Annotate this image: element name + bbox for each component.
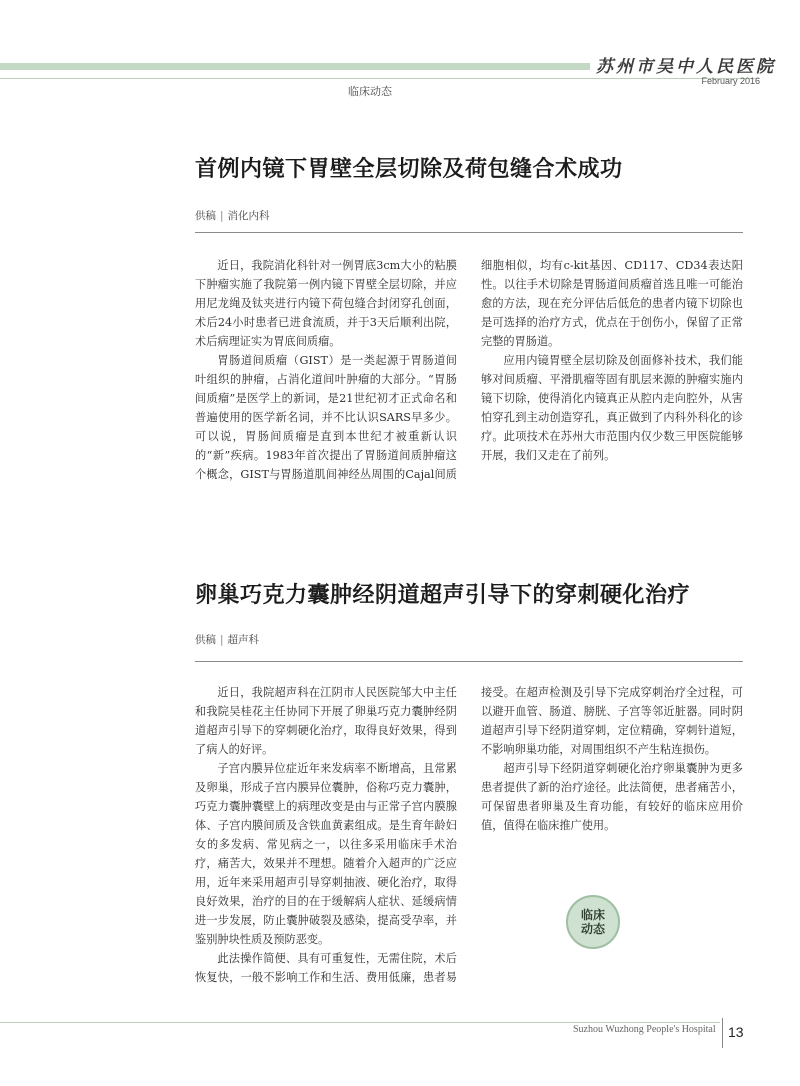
page-number: 13 [728, 1024, 744, 1040]
article-body [195, 683, 743, 995]
article-paragraph: 子宫内膜异位症近年来发病率不断增高，且常累及卵巢，形成子宫内膜异位囊肿，俗称巧克力囊肿，巧克力囊肿囊壁上的病理改变是由与正常子宫内膜腺体、子宫内膜间质及含铁血黄素组成。是生育年龄妇女的多发病、常见病之一，以往多采用临床手术治疗，痛苦大，效果并不理想。随着介入超声的广泛应用，近年来采用超声引导穿刺抽液、硬化治疗，取得良好效果，治疗的目的在于缓解病人症状、延缓病情进一步发展，防止囊肿破裂及感染，提高受孕率，并鉴别肿块性质及预防恶变。 [195, 762, 457, 946]
byline-department: 消化内科 [227, 210, 270, 222]
section-label: 临床动态 [348, 85, 392, 98]
article-body [195, 256, 743, 484]
hospital-name-logo: 苏州市吴中人民医院 [596, 57, 776, 77]
article-paragraph: 胃肠道间质瘤（GIST）是一类起源于胃肠道间叶组织的肿瘤，占消化道间叶肿瘤的大部分。“胃肠间质瘤”是医学上的新词，是21世纪初才正式命名和普遍使用的医学新名词，并不比认识SARS早多少。可以说，胃肠间质瘤是直到本世纪才被重新认识的“新”疾病。1983年首次提出了胃肠道间质肿瘤这个概念，GIST与胃肠道肌间神经丛周围的Cajal间质细胞相似，均有c-kit基因、CD117、CD34表达阳性。以往手术切除是胃肠道间质瘤首选且唯一可能治愈的方法，现在充分评估后低危的患者内镜下切除也是可选择的治疗方式，优点在于创伤小，保留了正常完整的胃肠道。 [195, 259, 743, 481]
byline-prefix: 供稿 [195, 210, 216, 222]
byline-separator: | [220, 634, 224, 646]
section-stamp [566, 895, 620, 949]
article-paragraph: 此法操作简便、具有可重复性，无需住院，术后恢复快，一般不影响工作和生活、费用低廉，患者易接受。在超声检测及引导下完成穿刺治疗全过程，可以避开血管、肠道、膀胱、子宫等邻近脏器。同时阴道超声引导下经阴道穿刺，定位精确，穿刺针道短，不影响卵巢功能，对周围组织不产生粘连损伤。 [195, 686, 743, 984]
stamp-line: 动态 [580, 922, 605, 936]
byline-department: 超声科 [227, 634, 260, 646]
article-rule [195, 232, 743, 233]
issue-date: February 2016 [701, 76, 760, 86]
article-paragraph: 近日，我院超声科在江阴市人民医院邹大中主任和我院吴桂花主任协同下开展了卵巢巧克力囊肿经阴道超声引导下的穿刺硬化治疗，取得良好效果，得到了病人的好评。 [195, 686, 457, 756]
article-rule [195, 661, 743, 662]
byline-separator: | [220, 210, 224, 222]
article-paragraph: 超声引导下经阴道穿刺硬化治疗卵巢囊肿为更多患者提供了新的治疗途径。此法简便，患者痛苦小，可保留患者卵巢及生育功能，有较好的临床应用价值，值得在临床推广使用。 [481, 762, 743, 832]
article-title: 卵巢巧克力囊肿经阴道超声引导下的穿刺硬化治疗 [195, 583, 691, 608]
footer-divider [722, 1018, 723, 1048]
header-rule [0, 78, 760, 79]
article-byline [195, 632, 259, 647]
footer-hospital-name: Suzhou Wuzhong People's Hospital [573, 1024, 716, 1035]
footer-rule [0, 1022, 720, 1023]
article-byline [195, 208, 270, 223]
stamp-line: 临床 [580, 908, 605, 922]
byline-prefix: 供稿 [195, 634, 216, 646]
article-paragraph: 应用内镜胃壁全层切除及创面修补技术，我们能够对间质瘤、平滑肌瘤等固有肌层来源的肿瘤实施内镜下切除，使得消化内镜真正从腔内走向腔外，从害怕穿孔到主动创造穿孔，真正做到了内科外科化的诊疗。此项技术在苏州大市范围内仅少数三甲医院能够开展，我们又走在了前列。 [481, 354, 743, 462]
article-title: 首例内镜下胃壁全层切除及荷包缝合术成功 [195, 157, 623, 182]
article-paragraph: 近日，我院消化科针对一例胃底3cm大小的粘膜下肿瘤实施了我院第一例内镜下胃壁全层切除，并应用尼龙绳及钛夹进行内镜下荷包缝合封闭穿孔创面，术后24小时患者已进食流质，并于3天后顺利出院，术后病理证实为胃底间质瘤。 [195, 259, 457, 348]
header-color-bar [0, 63, 590, 70]
